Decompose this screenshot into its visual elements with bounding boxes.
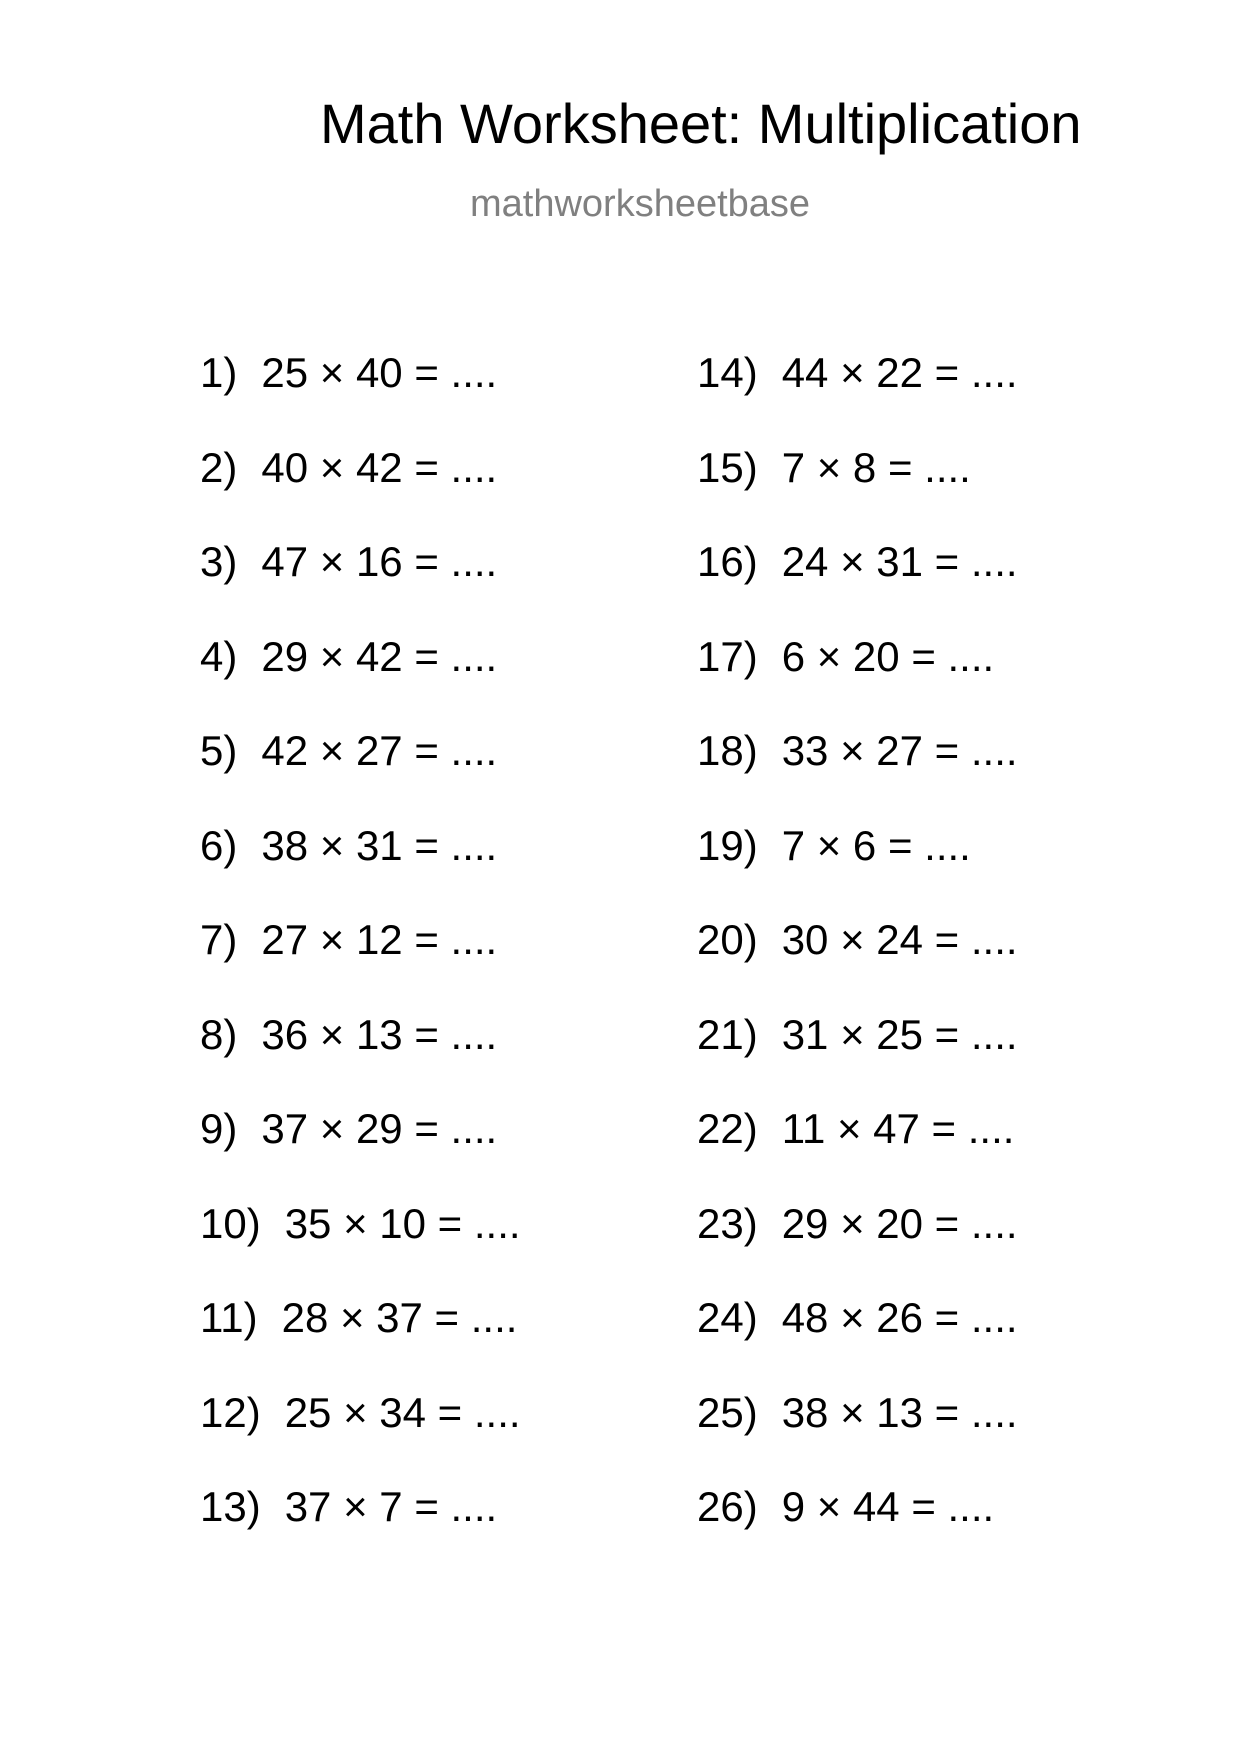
problem-expression: 38 × 13 = .... xyxy=(781,1388,1018,1436)
problem-item xyxy=(697,1483,1018,1581)
problem-expression: 11 × 47 = .... xyxy=(781,1105,1015,1152)
problem-expression: 24 × 31 = .... xyxy=(781,538,1018,585)
problem-number: 24) xyxy=(697,1294,758,1341)
problem-expression: 29 × 20 = .... xyxy=(781,1199,1018,1247)
problem-item xyxy=(200,916,521,1014)
problem-expression: 7 × 8 = .... xyxy=(781,443,971,491)
problem-item xyxy=(697,1010,1018,1109)
problem-item xyxy=(697,727,1018,825)
problem-item xyxy=(200,1294,521,1392)
problem-number: 16) xyxy=(697,538,758,585)
problem-number: 15) xyxy=(697,443,758,491)
problem-item xyxy=(200,1105,521,1203)
problem-item xyxy=(200,1199,521,1298)
worksheet-source: mathworksheetbase xyxy=(470,183,811,225)
problem-expression: 31 × 25 = .... xyxy=(781,1010,1018,1058)
problem-item xyxy=(200,538,521,636)
problem-item xyxy=(200,1388,521,1487)
problem-number: 6) xyxy=(200,821,238,869)
problem-number: 11) xyxy=(200,1294,258,1341)
problem-number: 2) xyxy=(200,443,238,491)
problems-column-right xyxy=(697,349,1018,1581)
problem-number: 5) xyxy=(200,727,238,774)
problem-expression: 48 × 26 = .... xyxy=(781,1294,1018,1341)
problem-expression: 44 × 22 = .... xyxy=(781,349,1018,396)
problem-expression: 42 × 27 = .... xyxy=(261,727,498,774)
problem-expression: 29 × 42 = .... xyxy=(261,632,498,680)
problem-item xyxy=(697,632,1018,731)
problem-number: 4) xyxy=(200,632,238,680)
problem-item xyxy=(697,821,1018,920)
problem-item xyxy=(697,916,1018,1014)
problem-item xyxy=(697,1199,1018,1298)
problem-number: 13) xyxy=(200,1483,261,1530)
problem-expression: 6 × 20 = .... xyxy=(781,632,995,680)
problem-number: 26) xyxy=(697,1483,758,1530)
problem-number: 3) xyxy=(200,538,238,585)
problem-number: 19) xyxy=(697,821,758,869)
problem-number: 25) xyxy=(697,1388,758,1436)
problem-expression: 47 × 16 = .... xyxy=(261,538,498,585)
problem-expression: 35 × 10 = .... xyxy=(284,1199,521,1247)
problem-expression: 40 × 42 = .... xyxy=(261,443,498,491)
problem-expression: 28 × 37 = .... xyxy=(281,1294,518,1341)
problem-item xyxy=(200,349,521,447)
problem-expression: 25 × 40 = .... xyxy=(261,349,498,396)
problem-item xyxy=(200,632,521,731)
problems-column-left xyxy=(200,349,521,1581)
problem-item xyxy=(200,443,521,542)
problem-item xyxy=(200,821,521,920)
problem-expression: 7 × 6 = .... xyxy=(781,821,971,869)
problem-expression: 38 × 31 = .... xyxy=(261,821,498,869)
problem-item xyxy=(697,1294,1018,1392)
problem-number: 12) xyxy=(200,1388,261,1436)
problem-item xyxy=(697,538,1018,636)
problem-number: 17) xyxy=(697,632,758,680)
problem-number: 21) xyxy=(697,1010,758,1058)
problem-number: 8) xyxy=(200,1010,238,1058)
problem-expression: 37 × 7 = .... xyxy=(284,1483,498,1530)
problem-number: 9) xyxy=(200,1105,238,1152)
problem-item xyxy=(200,727,521,825)
problem-number: 14) xyxy=(697,349,758,396)
problem-number: 22) xyxy=(697,1105,758,1152)
problem-item xyxy=(697,1388,1018,1487)
problem-item xyxy=(697,443,1018,542)
problem-expression: 27 × 12 = .... xyxy=(261,916,498,963)
problem-number: 10) xyxy=(200,1199,261,1247)
problem-number: 7) xyxy=(200,916,238,963)
problem-number: 18) xyxy=(697,727,758,774)
problem-number: 1) xyxy=(200,349,238,396)
problem-expression: 36 × 13 = .... xyxy=(261,1010,498,1058)
problem-item xyxy=(697,349,1018,447)
problem-item xyxy=(697,1105,1018,1203)
problem-expression: 30 × 24 = .... xyxy=(781,916,1018,963)
problem-expression: 9 × 44 = .... xyxy=(781,1483,995,1530)
problem-expression: 33 × 27 = .... xyxy=(781,727,1018,774)
problem-item xyxy=(200,1483,521,1581)
worksheet-title: Math Worksheet: Multiplication xyxy=(320,92,1082,155)
problem-expression: 25 × 34 = .... xyxy=(284,1388,521,1436)
problem-number: 20) xyxy=(697,916,758,963)
problem-expression: 37 × 29 = .... xyxy=(261,1105,498,1152)
problem-number: 23) xyxy=(697,1199,758,1247)
problem-item xyxy=(200,1010,521,1109)
